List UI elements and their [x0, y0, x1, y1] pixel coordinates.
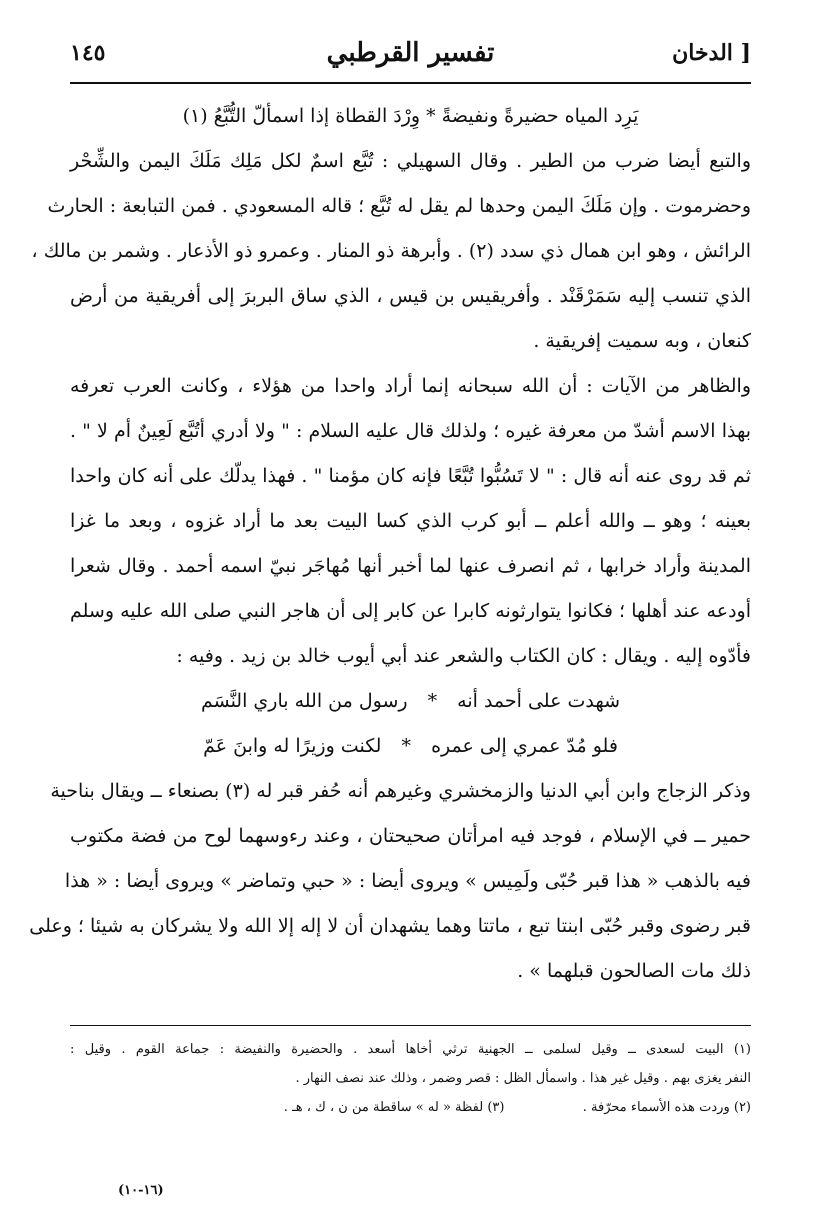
footnote-rule [70, 1025, 751, 1026]
book-title: تفسير القرطبي [326, 38, 495, 68]
text-line: وذكر الزجاج وابن أبي الدنيا والزمخشري وغيرهم أنه حُفر قبر له (٣) بصنعاء ــ ويقال بناحية [50, 780, 751, 802]
running-header [70, 38, 751, 78]
text-line: كنعان ، وبه سميت إفريقية . [533, 330, 751, 352]
verse-first-half: شهدت على أحمد أنه [457, 690, 621, 712]
verse-separator: * [427, 690, 438, 712]
footnote-2: (٢) وردت هذه الأسماء محرّفة . [582, 1100, 751, 1115]
text-line: الذي تنسب إليه سَمَرْقَنْد . وأفريقيس بن قيس ، الذي ساق البربرَ إلى أفريقية من أرض [70, 285, 751, 307]
printer-signature: (١٦-١٠) [118, 1183, 164, 1198]
poem-verse [70, 730, 751, 775]
text-line: والظاهر من الآيات : أن الله سبحانه إنما أراد واحدا من هؤلاء ، وكانت العرب تعرفه [70, 375, 751, 397]
text-line: والتبع أيضا ضرب من الطير . وقال السهيلي : تُبَّع اسمٌ لكل مَلِك مَلَكَ اليمن والشِّحْر [70, 150, 751, 172]
main-text [29, 100, 751, 1000]
verse-second-half: رسول من الله باري النَّسَم [200, 690, 408, 712]
text-line: ثم قد روى عنه أنه قال : " لا تَسُبُّوا تُبَّعًا فإنه كان مؤمنا " . فهذا يدلّك على أنه كان واحدا [70, 465, 751, 487]
footnote-1-continued: النفر يغزى بهم . وقيل غير هذا . واسمأل الظل : قصر وضمر ، وذلك عند نصف النهار . [295, 1071, 751, 1086]
text-line: بعينه ؛ وهو ــ والله أعلم ــ أبو كرب الذي كسا البيت بعد ما أراد غزوه ، وبعد ما غزا [70, 510, 751, 532]
footnotes [70, 1042, 751, 1129]
text-line: فأدّوه إليه . ويقال : كان الكتاب والشعر عند أبي أيوب خالد بن زيد . وفيه : [176, 645, 751, 667]
footnote-3: (٣) لفظة « له » ساقطة من ن ، ك ، هـ . [283, 1100, 505, 1115]
header-rule [70, 82, 751, 84]
text-line: فيه بالذهب « هذا قبر حُبّى ولَمِيس » ويروى أيضا : « حبي وتماضر » ويروى أيضا : « هذا [64, 870, 751, 892]
verse-first-half: فلو مُدّ عمري إلى عمره [431, 735, 618, 757]
footnote-row [70, 1100, 751, 1129]
text-line: وحضرموت . وإن مَلَكَ اليمن وحدها لم يقل له تُبَّع ؛ قاله المسعودي . فمن التبابعة : الحارث [47, 195, 751, 217]
verse-second-half: لكنت وزيرًا له وابنَ عَمّ [203, 735, 382, 757]
text-line: أودعه عند أهلها ؛ فكانوا يتوارثونه كابرا عن كابر إلى أن هاجر النبي صلى الله عليه وسلم [70, 600, 751, 622]
footnote-1: (١) البيت لسعدى ــ وقيل لسلمى ــ الجهنية ترثي أخاها أسعد . والحضيرة والنفيضة : جماعة القوم . وقيل : [70, 1042, 751, 1057]
text-line: المدينة وأراد خرابها ، ثم انصرف عنها لما أخبر أنها مُهاجَر نبيّ اسمه أحمد . وقال شعرا [70, 555, 751, 577]
text-line: حمير ــ في الإسلام ، فوجد فيه امرأتان صحيحتان ، وعند رءوسهما لوح من فضة مكتوب [70, 825, 751, 847]
opening-verse: يَرِد المياه حضيرةً ونفيضةً * وِرْدَ القطاة إذا اسمألّ التُّبَّعُ (١) [182, 105, 639, 127]
text-line: بهذا الاسم أشدّ من معرفة غيره ؛ ولذلك قال عليه السلام : " ولا أدري أتُبَّع لَعِينٌ أم لا " . [70, 420, 751, 442]
poem-verse [70, 685, 751, 730]
page-number: ١٤٥ [70, 40, 106, 66]
text-line: قبر رضوى وقبر حُبّى ابنتا تبع ، ماتتا وهما يشهدان أن لا إله إلا الله ولا يشركان به شيئا ؛ وعلى [29, 915, 751, 937]
verse-separator: * [401, 735, 412, 757]
text-line: الرائش ، وهو ابن همال ذي سدد (٢) . وأبرهة ذو المنار . وعمرو ذو الأذعار . وشمر بن مالك ، [31, 240, 751, 262]
chapter-name: الدخان ] [672, 40, 751, 66]
text-line: ذلك مات الصالحون قبلهما » . [517, 960, 751, 982]
